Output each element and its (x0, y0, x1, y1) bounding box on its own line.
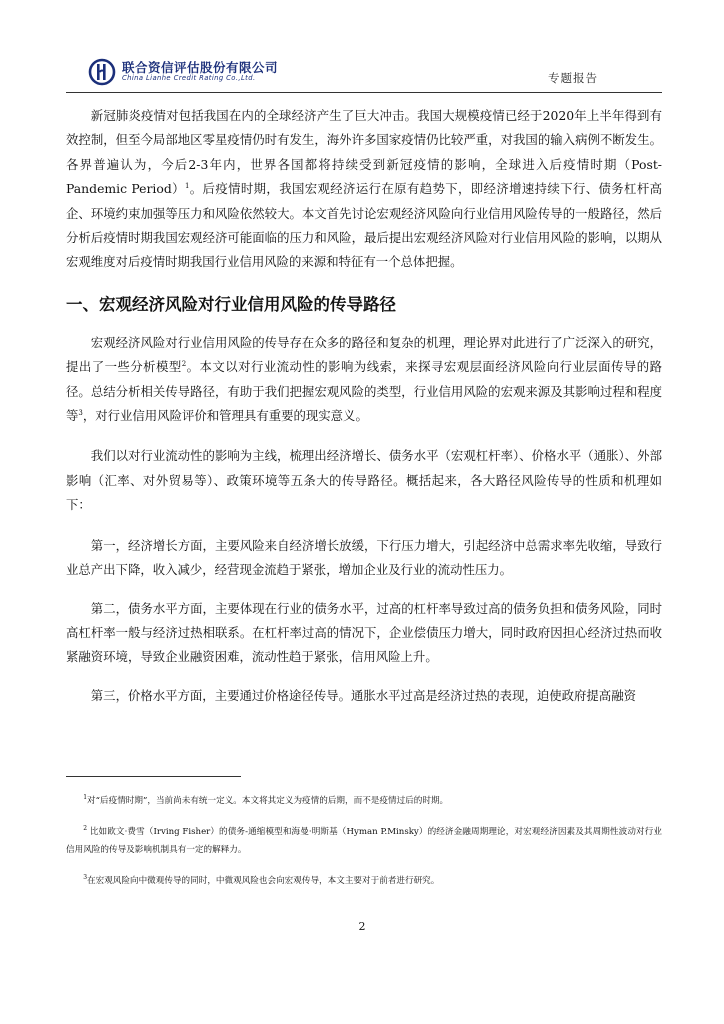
section-p1-text-c: ，对行业信用风险评价和管理具有重要的现实意义。 (82, 408, 368, 424)
section-paragraph-5: 第三，价格水平方面，主要通过价格途径传导。通胀水平过高是经济过热的表现，迫使政府提高融资 (90, 687, 636, 703)
company-name-en: China Lianhe Credit Rating Co.,Ltd. (122, 74, 256, 82)
footnote-ref-2: 2 (181, 360, 187, 369)
section-p1-text-a: 宏观经济风险对行业信用风险的传导存在众多的路径和复杂的机理，理论界对此进行了广泛深入的研究，提出了一些分析模型 (66, 334, 662, 375)
intro-text-b: 。后疫情时期，我国宏观经济运行在原有趋势下，即经济增速持续下行、债务杠杆高企、环境约束加强等压力和风险依然较大。本文首先讨论宏观经济风险向行业信用风险传导的一般路径，然后分析后疫情时期我国宏观经济可能面临的压力和风险，最后提出宏观经济风险对行业信用风险的影响，以期从宏观维度对后疫情时期我国行业信用风险的来源和特征有一个总体把握。 (66, 181, 662, 270)
section-paragraph-1 (66, 331, 662, 429)
section-heading: 一、宏观经济风险对行业信用风险的传导路径 (66, 294, 396, 314)
footnote-text: 在宏观风险向中微观传导的同时，中微观风险也会向宏观传导，本文主要对于前者进行研究。 (87, 876, 440, 886)
footnote-text: 对“后疫情时期”，当前尚未有统一定义。本文将其定义为疫情的后期，而不是疫情过后的时期。 (87, 796, 449, 806)
footnote-item (66, 823, 662, 859)
report-type-label: 专题报告 (548, 71, 598, 85)
footnote-ref-3: 3 (78, 408, 83, 417)
footnote-divider (66, 776, 241, 777)
footnotes (66, 792, 662, 903)
footnote-number: 3 (83, 874, 88, 882)
header-divider (66, 92, 662, 93)
section-paragraph-3: 第一，经济增长方面，主要风险来自经济增长放缓，下行压力增大，引起经济中总需求率先收缩，导致行业总产出下降，收入减少，经营现金流趋于紧张，增加企业及行业的流动性压力。 (66, 537, 662, 578)
intro-paragraph (66, 104, 662, 275)
page-header (0, 0, 724, 96)
footnote-ref-1: 1 (184, 182, 190, 191)
section-paragraph-2: 我们以对行业流动性的影响为主线，梳理出经济增长、债务水平（宏观杠杆率）、价格水平（通胀）、外部影响（汇率、对外贸易等）、政策环境等五条大的传导路径。概括起来，各大路径风险传导的性质和机理如下： (66, 448, 662, 513)
footnote-number: 2 (83, 825, 88, 833)
section-p1-text-b: 。本文以对行业流动性的影响为线索，来探寻宏观层面经济风险向行业层面传导的路径。总结分析相关传导路径，有助于我们把握宏观风险的类型，行业信用风险的宏观来源及其影响过程和程度等 (66, 359, 662, 424)
page-number: 2 (358, 920, 366, 933)
footnote-item (66, 792, 662, 810)
footnote-text: 比如欧文·费雪（Irving Fisher）的债务-通缩模型和海曼·明斯基（Hyman P.Minsky）的经济金融周期理论，对宏观经济因素及其周期性波动对行业信用风险的传导及影响机制具有一定的解释力。 (66, 827, 662, 855)
footnote-number: 1 (83, 794, 88, 802)
company-logo-icon (88, 58, 120, 86)
main-content (66, 104, 662, 708)
intro-text-a: 新冠肺炎疫情对包括我国在内的全球经济产生了巨大冲击。我国大规模疫情已经于2020年上半年得到有效控制，但至今局部地区零星疫情仍时有发生，海外许多国家疫情仍比较严重，对我国的输入病例不断发生。各界普遍认为，今后2-3年内，世界各国都将持续受到新冠疫情的影响，全球进入后疫情时期（Post-Pandemic Period） (66, 108, 662, 197)
section-paragraph-4: 第二，债务水平方面，主要体现在行业的债务水平，过高的杠杆率导致过高的债务负担和债务风险，同时高杠杆率一般与经济过热相联系。在杠杆率过高的情况下，企业偿债压力增大，同时政府因担心经济过热而收紧融资环境，导致企业融资困难，流动性趋于紧张，信用风险上升。 (66, 600, 662, 665)
company-name-cn: 联合资信评估股份有限公司 (122, 60, 279, 75)
footnote-item (66, 872, 662, 890)
